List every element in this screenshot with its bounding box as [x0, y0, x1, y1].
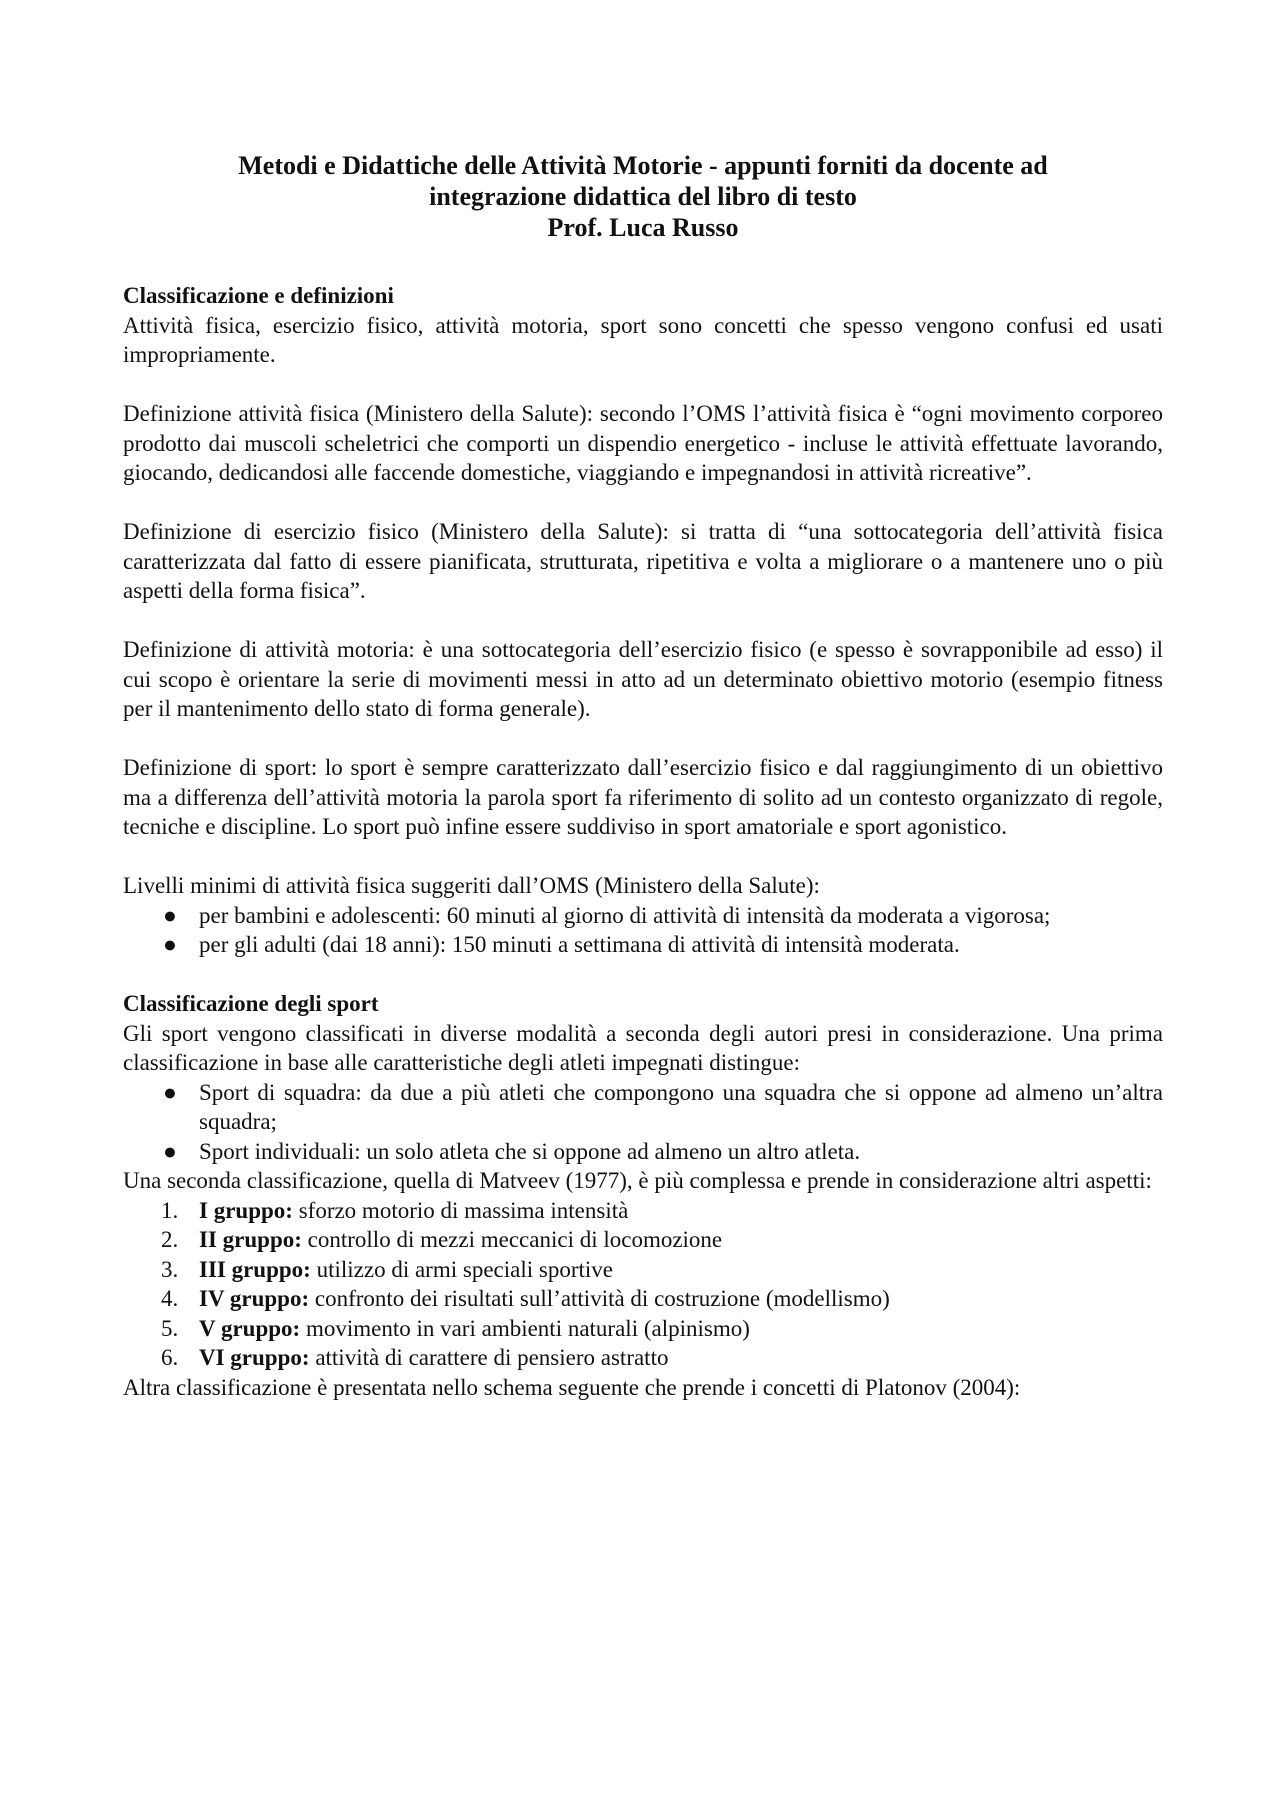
classificazione-intro: Gli sport vengono classificati in diverse modalità a seconda degli autori presi in considerazione. Una prima classificazione in base alle caratteristiche degli atleti impegnati distingue: — [123, 1020, 1163, 1075]
livelli-minimi-list — [123, 901, 1163, 960]
bullet-icon: ● — [163, 932, 177, 957]
list-item: ● Sport di squadra: da due a più atleti che compongono una squadra che si oppone ad almeno un’altra squadra; — [163, 1079, 1163, 1134]
list-item: ● per gli adulti (dai 18 anni): 150 minuti a settimana di attività di intensità moderata. — [123, 930, 1163, 960]
list-item: 1. I gruppo: sforzo motorio di massima intensità — [161, 1197, 629, 1223]
bullet-icon: ● — [163, 1079, 177, 1105]
definition-sport: Definizione di sport: lo sport è sempre caratterizzato dall’esercizio fisico e dal raggiungimento di un obiettivo ma a differenza dell’attività motoria la parola sport fa riferimento di solito ad un contesto organizzato di regole, tecniche e discipline. Lo sport può infine essere suddiviso in sport amatoriale e sport agonistico. — [123, 755, 1163, 839]
list-item: 2. II gruppo: controllo di mezzi meccanici di locomozione — [161, 1227, 723, 1252]
definition-attivita-motoria: Definizione di attività motoria: è una sottocategoria dell’esercizio fisico (e spesso è sovrapponibile ad esso) il cui scopo è orientare la serie di movimenti messi in atto ad un determinato obiettivo motorio (esempio fitness per il mantenimento dello stato di forma generale). — [123, 637, 1163, 721]
platonov-paragraph: Altra classificazione è presentata nello schema seguente che prende i concetti di Platonov (2004): — [123, 1374, 1021, 1400]
matveev-groups-list — [123, 1196, 1163, 1373]
bullet-icon: ● — [163, 902, 177, 928]
definition-attivita-fisica: Definizione attività fisica (Ministero della Salute): secondo l’OMS l’attività fisica è “ogni movimento corporeo prodotto dai muscoli scheletrici che comporti un dispendio energetico - incluse le attività effettuate lavorando, giocando, dedicandosi alle faccende domestiche, viaggiando e impegnandosi in attività ricreative”. — [123, 401, 1163, 485]
tipi-sport-list — [123, 1078, 1163, 1167]
title-line-2: integrazione didattica del libro di testo — [429, 182, 857, 211]
document-title — [123, 150, 1163, 243]
livelli-minimi-intro: Livelli minimi di attività fisica suggeriti dall’OMS (Ministero della Salute): — [123, 873, 820, 898]
intro-paragraph: Attività fisica, esercizio fisico, attività motoria, sport sono concetti che spesso vengono confusi ed usati impropriamente. — [123, 312, 1163, 367]
list-item: 6. VI gruppo: attività di carattere di pensiero astratto — [161, 1345, 669, 1370]
list-item: 3. III gruppo: utilizzo di armi speciali sportive — [161, 1256, 613, 1282]
title-author: Prof. Luca Russo — [547, 213, 739, 242]
section-heading-classificazione-definizioni: Classificazione e definizioni — [123, 283, 394, 308]
list-item: 4. IV gruppo: confronto dei risultati sull’attività di costruzione (modellismo) — [161, 1286, 890, 1311]
bullet-icon: ● — [163, 1138, 177, 1164]
section-heading-classificazione-sport: Classificazione degli sport — [123, 991, 379, 1016]
list-item: 5. V gruppo: movimento in vari ambienti naturali (alpinismo) — [161, 1315, 750, 1341]
list-item: ● per bambini e adolescenti: 60 minuti al giorno di attività di intensità da moderata a vigorosa; — [123, 901, 1163, 931]
title-line-1: Metodi e Didattiche delle Attività Motorie - appunti forniti da docente ad — [238, 151, 1048, 180]
document-page — [123, 150, 1163, 1402]
list-item: ● Sport individuali: un solo atleta che si oppone ad almeno un altro atleta. — [123, 1137, 1163, 1167]
definition-esercizio-fisico: Definizione di esercizio fisico (Ministero della Salute): si tratta di “una sottocategoria dell’attività fisica caratterizzata dal fatto di essere pianificata, strutturata, ripetitiva e volta a migliorare o a mantenere uno o più aspetti della forma fisica”. — [123, 519, 1163, 603]
matveev-intro: Una seconda classificazione, quella di Matveev (1977), è più complessa e prende in considerazione altri aspetti: — [123, 1168, 1152, 1193]
